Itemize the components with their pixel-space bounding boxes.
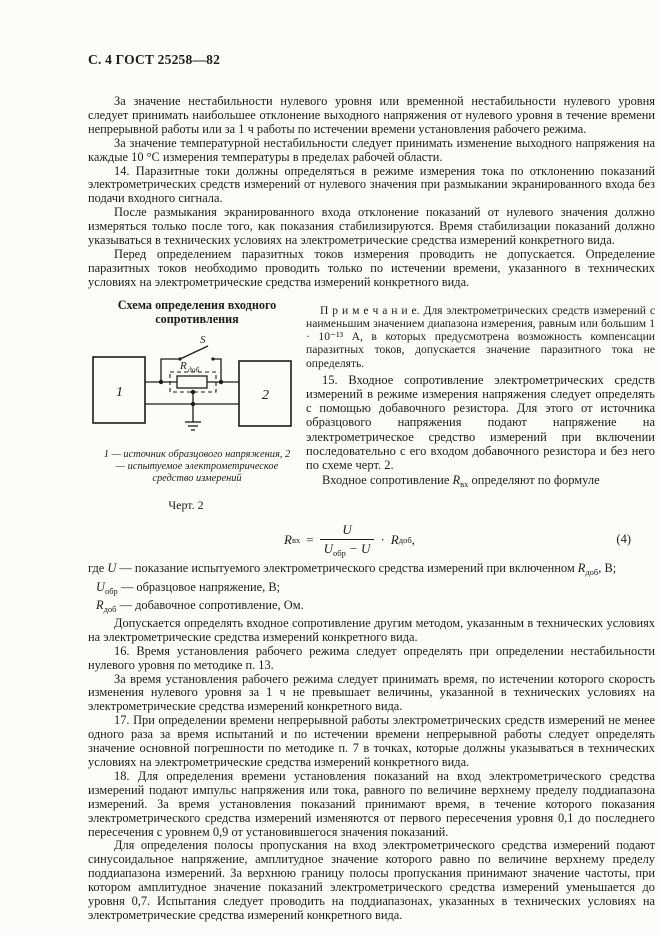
switch-contact-right (211, 357, 214, 360)
definition-row (88, 561, 655, 579)
symbol-r: R (452, 473, 461, 488)
definition-row (88, 598, 655, 616)
paragraph: За время установления рабочего режима следует принимать время, по истечении которого скорость изменения нулевого уровня за 1 ч не превышает величины, указанной в технических условиях на электрометрические средства измерений конкретного вида. (88, 671, 655, 714)
resistor-body (177, 376, 207, 388)
figure-block (88, 296, 306, 514)
definition-text: — показание испытуемого электрометрического средства измерений при включенном (116, 561, 578, 576)
symbol-u: U (96, 579, 105, 594)
paragraph: Для определения полосы пропускания на вход электрометрического средства измерений подают синусоидальное напряжение, амплитудное значение которого равно по величине верхнему пределу поддиапазона измерений. За верхнюю границу полосы пропускания принимают значение частоты, при котором амплитудное значение показаний электрометрического средства измерений уменьшается до уровня 0,7. Испытания следует проводить на поддиапазонах, указанных в технических условиях на электрометрические средства измерений конкретного вида. (88, 838, 655, 922)
paragraph: После размыкания экранированного входа отклонение показаний от нулевого значения должно измеряться только после того, как показания стабилизируются. Время стабилизации показаний должно указываться в технических условиях на электрометрические средства измерений конкретного вида. (88, 205, 655, 248)
paragraph: Перед определением паразитных токов измерения проводить не допускается. Определение паразитных токов необходимо проводить только по истечении времени, указанного в технических условиях на электрометрические средства измерений конкретного вида. (88, 246, 655, 289)
junction-dot (191, 401, 195, 405)
formula-lhs-sub: вх (291, 535, 301, 546)
formula-rhs-sub: доб (398, 535, 412, 546)
paragraph: За значение нестабильности нулевого уровня или временной нестабильности нулевого уровня следует принимать наибольшее отклонение выходного напряжения от нулевого уровня в течение времени непрерывной работы или за 1 ч работы по истечении времени установления рабочего режима. (88, 94, 655, 136)
formula-rhs: R (390, 532, 399, 548)
symbol-r: R (577, 561, 586, 576)
symbol-r: R (96, 597, 104, 612)
den-tail: − U (345, 541, 371, 557)
definition-text: — добавочное сопротивление, Ом. (116, 597, 304, 612)
body-bottom-section (88, 617, 655, 923)
lead-in-text: Входное сопротивление (322, 473, 453, 488)
note-paragraph: П р и м е ч а н и е. Для электрометрических средств измерений с наименьшим значением диапазона измерения, равным или большим 1 · 10⁻¹³ А, в которых предусмотрена возможность компенсации паразитных токов, допускается значение паразитного тока не определять. (306, 303, 655, 370)
multiplication-dot: · (380, 532, 385, 548)
symbol-u: U (107, 561, 117, 576)
switch-wire-right (213, 359, 221, 382)
paragraph: 18. Для определения времени установления показаний на вход электрометрического средства измерений подают импульс напряжения или тока, равного по величине верхнему пределу поддиапазона измерений. За время установления показаний принимают время, в течение которого показания электрометрического средства измерений изменяются от первого пересечения уровня 0,1 до последнего пересечения с уровнем 0,9 от установившегося значения показаний. (88, 768, 655, 839)
equals-sign: = (306, 532, 314, 548)
definition-text: — образцовое напряжение, В; (117, 579, 281, 594)
box1-label: 1 (116, 384, 123, 400)
resistor-label-sub: доб (188, 364, 200, 374)
figure-caption: 1 — источник образцового напряжения, 2 — испытуемое электрометрическое средство измерений (103, 448, 291, 485)
equation-number: (4) (616, 532, 631, 547)
paragraph: Допускается определять входное сопротивление другим методом, указанным в технических условиях на электрометрические средства измерений конкретного вида. (88, 615, 655, 644)
fraction (320, 522, 375, 558)
figure-title: Схема определения входного сопротивления (117, 297, 277, 326)
definition-text: , В; (598, 561, 617, 576)
junction-dot (219, 379, 223, 383)
formula-4 (284, 522, 655, 558)
circuit-diagram (90, 332, 306, 443)
symbol-r-sub: доб (103, 603, 117, 614)
den-base: U (323, 541, 333, 557)
formula-lead-in (306, 473, 655, 491)
right-column (306, 296, 655, 492)
formula-comma: , (411, 532, 415, 548)
symbol-r-sub: доб (585, 567, 599, 578)
paragraph: За значение температурной нестабильности следует принимать изменение выходного напряжения на каждые 10 °С измерения температуры в пределах рабочей области. (88, 135, 655, 164)
junction-dot (159, 379, 163, 383)
lead-in-text: определяют по формуле (468, 473, 600, 488)
figure-number: Черт. 2 (168, 498, 204, 513)
paragraph: 14. Паразитные токи должны определяться в режиме измерения тока по отклонению показаний электрометрических средств измерений от нулевого значения при размыкании экранированного входа без подачи входного сигнала. (88, 163, 655, 206)
symbol-u-sub: обр (104, 585, 118, 596)
definition-row (88, 580, 655, 598)
paragraph: 16. Время установления рабочего режима следует определять при определении нестабильности нулевого уровня по методике п. 13. (88, 643, 655, 672)
where-label: где (88, 561, 108, 576)
two-column-section (88, 296, 655, 514)
page-header: С. 4 ГОСТ 25258—82 (88, 52, 221, 67)
formula-lhs: R (284, 532, 292, 548)
switch-blade (180, 346, 208, 359)
switch-label: S (200, 333, 206, 346)
formula-definitions (88, 561, 655, 616)
den-sub: обр (332, 548, 346, 559)
ground-icon (185, 422, 201, 430)
paragraph: 17. При определении времени непрерывной работы электрометрических средств измерений не менее одного раза за время испытаний и по истечении времени непрерывной работы следует определять значение основной погрешности по методике п. 7 в точках, которые должны указываться в технических условиях на электрометрические средства измерений конкретного вида. (88, 713, 655, 769)
circuit-diagram-svg (90, 332, 295, 438)
resistor-label: R (180, 359, 187, 372)
fraction-denominator (320, 539, 375, 558)
body-top-section (88, 95, 655, 290)
fraction-numerator: U (342, 522, 352, 538)
symbol-r-sub: вх (460, 479, 469, 490)
box2-label: 2 (262, 387, 269, 403)
paragraph-15: 15. Входное сопротивление электрометрических средств измерений в режиме измерения напряжения следует определять с помощью добавочного резистора. Для этого от источника образцового напряжения подают напряжение на электрометрическое средство измерений при включении последовательно с его входом добавочного резистора и без него по схеме черт. 2. (306, 372, 655, 472)
